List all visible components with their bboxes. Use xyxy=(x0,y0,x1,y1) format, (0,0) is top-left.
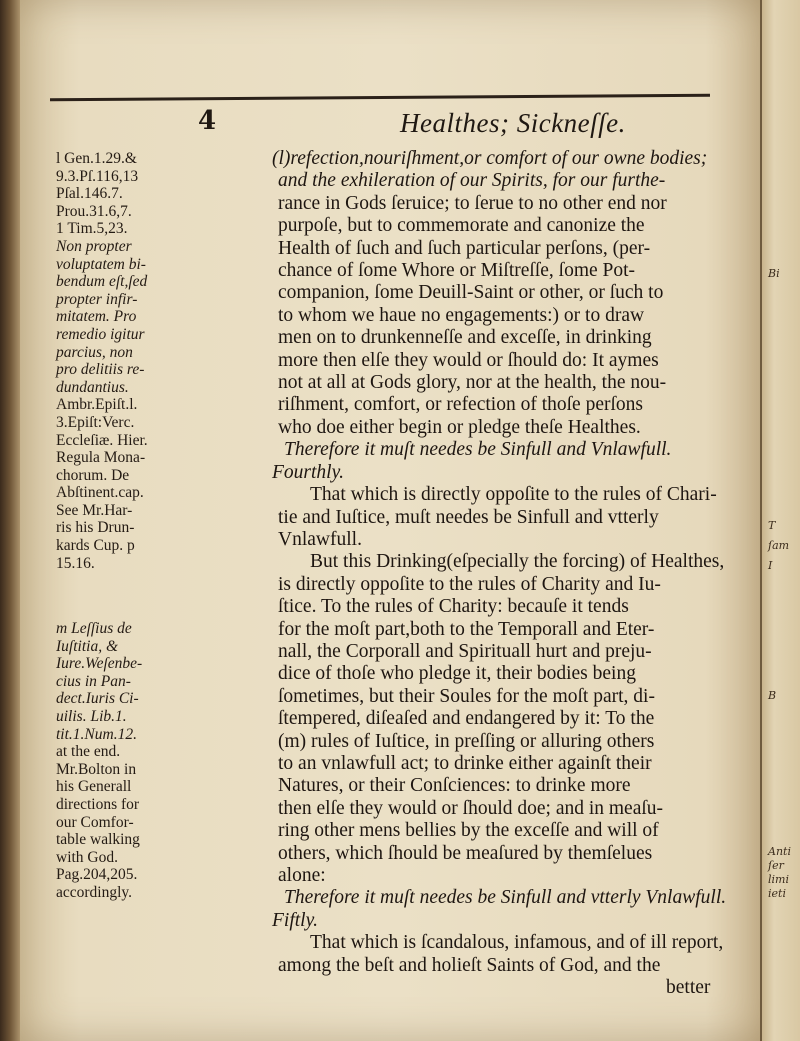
text-line: Vnlawfull. xyxy=(278,528,362,550)
margin-line: cius in Pan- xyxy=(56,672,131,690)
margin-line: our Comfor- xyxy=(56,813,134,831)
margin-line: 15.16. xyxy=(56,554,95,572)
facing-page-fragment: ſam xyxy=(768,539,790,552)
text-line: ſometimes, but their Soules for the moſt part, di- xyxy=(278,685,655,707)
margin-line: table walking xyxy=(56,831,140,849)
text-line: chance of ſome Whore or Miſtreſſe, ſome Pot- xyxy=(278,260,636,282)
text-line: who doe either begin or pledge theſe Healthes. xyxy=(278,416,641,438)
text-line: rance in Gods ſeruice; to ſerue to no other end nor xyxy=(278,192,667,214)
section-heading: Fiftly. xyxy=(272,909,319,931)
margin-line: Iuſtitia, & xyxy=(56,637,118,655)
text-line: to whom we haue no engagements:) or to draw xyxy=(278,304,645,326)
header-rule xyxy=(50,94,710,102)
book-binding-edge xyxy=(0,0,22,1041)
margin-line: m Leſſius de xyxy=(56,620,132,637)
facing-page-fragment: limi xyxy=(768,873,789,886)
margin-line: bendum eſt,ſed xyxy=(56,273,148,291)
text-line: tie and Iuſtice, muſt needes be Sinfull and vtterly xyxy=(278,506,659,528)
margin-line: directions for xyxy=(56,795,140,813)
book-page xyxy=(20,0,765,1041)
margin-line: 9.3.Pſ.116,13 xyxy=(56,167,139,185)
text-line: ſtice. To the rules of Charity: becauſe it tends xyxy=(278,596,629,618)
text-line: then elſe they would or ſhould doe; and in meaſu- xyxy=(278,797,664,819)
catchword: better xyxy=(666,977,711,999)
margin-line: dect.Iuris Ci- xyxy=(56,690,139,708)
text-line: (l)refection,nouriſhment,or comfort of our owne bodies; xyxy=(272,148,708,169)
text-line: riſhment, comfort, or refection of thoſe perſons xyxy=(278,394,643,416)
margin-line: Iure.Weſenbe- xyxy=(56,655,143,673)
margin-note-citations xyxy=(56,150,281,572)
facing-page-fragment: I xyxy=(768,559,773,572)
text-line: to an vnlawfull act; to drinke either againſt their xyxy=(278,752,652,774)
facing-page-fragment: B xyxy=(768,689,777,702)
margin-line: Non propter xyxy=(56,237,132,255)
margin-line: l Gen.1.29.& xyxy=(56,150,137,167)
margin-line: Abſtinent.cap. xyxy=(56,484,144,502)
text-line: dice of thoſe who pledge it, their bodies being xyxy=(278,663,636,685)
margin-line: Regula Mona- xyxy=(56,449,146,467)
margin-line: Ambr.Epiſt.l. xyxy=(56,396,138,414)
text-line: not at all at Gods glory, nor at the health, the nou- xyxy=(278,372,667,394)
text-line: among the beſt and holieſt Saints of God, and the xyxy=(278,954,661,976)
text-line: That which is directly oppoſite to the rules of Chari- xyxy=(310,484,717,506)
facing-page-fragment: Bi xyxy=(768,267,780,280)
text-line: (m) rules of Iuſtice, in preſſing or alluring others xyxy=(278,730,655,752)
text-line: is directly oppoſite to the rules of Charity and Iu- xyxy=(278,573,661,595)
text-line: men on to drunkenneſſe and exceſſe, in drinking xyxy=(278,327,652,349)
conclusion-line: Therefore it muſt needes be Sinfull and Vnlawfull. xyxy=(284,439,672,461)
text-line: But this Drinking(eſpecially the forcing) of Healthes, xyxy=(310,551,725,573)
margin-note-references xyxy=(56,620,142,902)
margin-line: at the end. xyxy=(56,743,121,761)
conclusion-line: Therefore it muſt needes be Sinfull and vtterly Vnlawfull. xyxy=(284,887,727,909)
margin-line: his Generall xyxy=(56,778,132,796)
margin-line: dundantius. xyxy=(56,378,129,396)
margin-line: Mr.Bolton in xyxy=(56,760,137,778)
section-heading: Fourthly. xyxy=(272,461,345,483)
page-number: 4 xyxy=(198,106,217,136)
margin-line: uilis. Lib.1. xyxy=(56,707,127,725)
text-line: alone: xyxy=(278,865,326,886)
margin-line: Prou.31.6,7. xyxy=(56,202,132,220)
text-line: purpoſe, but to commemorate and canonize the xyxy=(278,215,645,237)
margin-line: mitatem. Pro xyxy=(56,308,137,326)
text-line: more then elſe they would or ſhould do: It aymes xyxy=(278,349,659,371)
text-line: Health of ſuch and ſuch particular perſons, (per- xyxy=(278,237,651,259)
text-line: companion, ſome Deuill-Saint or other, or ſuch to xyxy=(278,282,664,304)
text-line: Natures, or their Conſciences: to drinke more xyxy=(278,775,631,797)
margin-line: propter infir- xyxy=(56,290,138,308)
facing-page-fragment: Anti xyxy=(768,845,791,858)
text-line: ſtempered, diſeaſed and endangered by it: To the xyxy=(278,708,655,730)
running-head: Healthes; Sickneſſe. xyxy=(400,108,626,138)
text-line: ring other mens bellies by the exceſſe and will of xyxy=(278,820,659,842)
margin-line: kards Cup. p xyxy=(56,537,135,555)
facing-page-fragment: T xyxy=(768,519,776,532)
margin-line: Pag.204,205. xyxy=(56,866,138,884)
margin-line: remedio igitur xyxy=(56,325,145,343)
margin-line: voluptatem bi- xyxy=(56,255,146,273)
margin-line: pro delitiis re- xyxy=(56,361,145,379)
margin-line: accordingly. xyxy=(56,883,133,901)
margin-line: Eccleſiæ. Hier. xyxy=(56,431,148,449)
text-line: for the moſt part,both to the Temporall and Eter- xyxy=(278,618,655,640)
margin-line: with God. xyxy=(56,848,118,866)
margin-line: parcius, non xyxy=(56,343,133,361)
facing-page-fragment: ieti xyxy=(768,887,786,900)
text-line: others, which ſhould be meaſured by themſelues xyxy=(278,842,653,864)
text-line: and the exhileration of our Spirits, for our furthe- xyxy=(278,170,666,192)
margin-line: Pſal.146.7. xyxy=(56,185,123,203)
text-line: That which is ſcandalous, infamous, and of ill report, xyxy=(310,932,724,954)
margin-line: ris his Drun- xyxy=(56,519,135,537)
body-text xyxy=(272,148,748,999)
margin-line: 1 Tim.5,23. xyxy=(56,220,128,238)
facing-page-fragment: ſer xyxy=(768,859,784,872)
facing-page-edge xyxy=(760,0,800,1041)
text-line: nall, the Corporall and Spirituall hurt and preju- xyxy=(278,640,652,662)
margin-line: chorum. De xyxy=(56,466,130,484)
page-header xyxy=(60,106,710,146)
margin-line: tit.1.Num.12. xyxy=(56,725,137,743)
margin-notes xyxy=(56,150,281,901)
margin-line: See Mr.Har- xyxy=(56,501,133,519)
margin-line: 3.Epiſt:Verc. xyxy=(56,413,135,431)
